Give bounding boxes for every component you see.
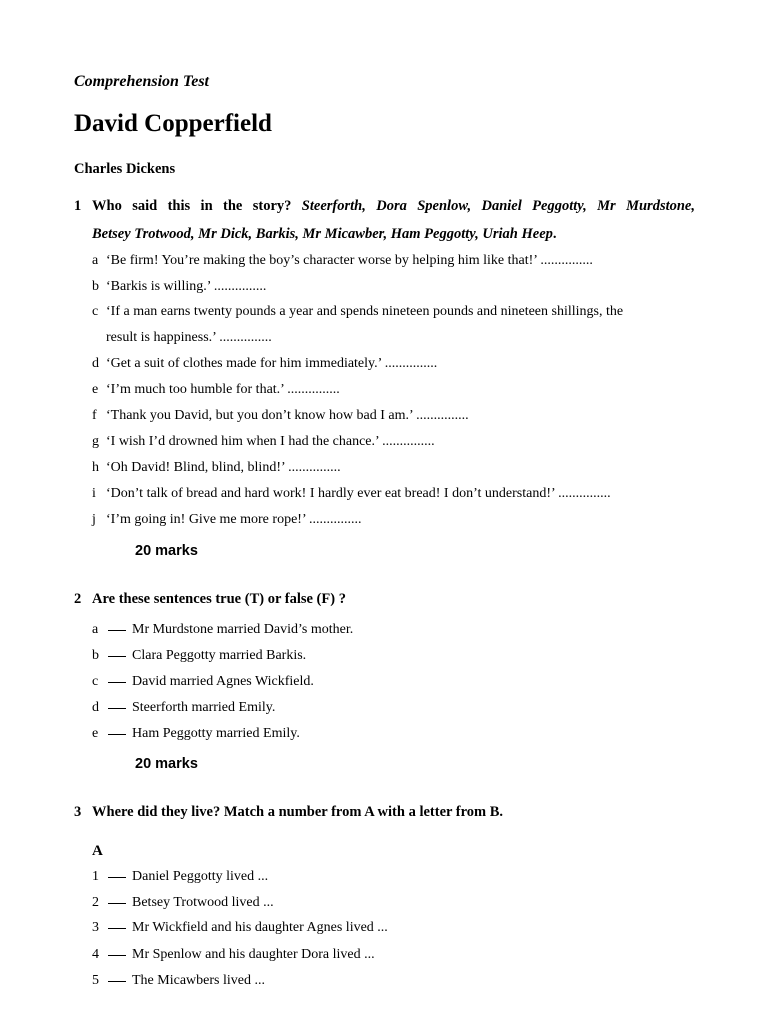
item-quote: ‘Barkis is willing.’ ............... (106, 279, 267, 294)
item-statement: Clara Peggotty married Barkis. (132, 648, 307, 663)
question-1-item-h (92, 460, 341, 476)
question-3-item-1 (92, 869, 268, 885)
item-statement: Mr Wickfield and his daughter Agnes lived ... (132, 920, 388, 935)
column-a-heading: A (92, 843, 103, 859)
question-1-item-j (92, 512, 362, 528)
question-1-item-b (92, 279, 266, 295)
question-1-item-d (92, 356, 437, 372)
document-subtitle: Comprehension Test (74, 73, 209, 90)
question-2-marks: 20 marks (135, 756, 198, 772)
item-quote: ‘Get a suit of clothes made for him immediately.’ ............... (106, 356, 438, 371)
question-1-item-g (92, 434, 435, 450)
document-author: Charles Dickens (74, 161, 176, 177)
item-quote: ‘Thank you David, but you don’t know how bad I am.’ ............... (106, 408, 469, 423)
question-2-prompt: Are these sentences true (T) or false (F) ? (92, 591, 346, 607)
question-1-marks: 20 marks (135, 543, 198, 559)
question-1-prompt-line-2 (92, 226, 557, 243)
question-1-names-line-1: Steerforth, Dora Spenlow, Daniel Peggotty, Mr Murdstone, (301, 198, 695, 214)
answer-blank (108, 928, 126, 929)
item-statement: Mr Murdstone married David’s mother. (132, 622, 354, 637)
question-3-item-3 (92, 920, 388, 936)
question-1-item-a (92, 253, 593, 269)
item-quote: ‘Be firm! You’re making the boy’s character worse by helping him like that!’ ............... (106, 253, 593, 268)
answer-blank (108, 981, 126, 982)
answer-blank (108, 734, 126, 735)
item-quote: ‘If a man earns twenty pounds a year and spends nineteen pounds and nineteen shillings, the (106, 304, 624, 319)
question-2-item-e (92, 726, 300, 742)
item-letter: c (92, 674, 99, 689)
item-statement: Mr Spenlow and his daughter Dora lived ... (132, 947, 375, 962)
item-letter: b (92, 279, 99, 294)
item-number: 5 (92, 973, 99, 988)
item-letter: d (92, 356, 99, 371)
item-quote: ‘I’m going in! Give me more rope!’ ............... (106, 512, 362, 527)
item-quote: ‘Don’t talk of bread and hard work! I hardly ever eat bread! I don’t understand!’ ............... (106, 486, 611, 501)
answer-blank (108, 682, 126, 683)
question-2-number: 2 (74, 591, 82, 607)
question-2-item-b (92, 648, 306, 664)
item-letter: d (92, 700, 99, 715)
item-quote: ‘I wish I’d drowned him when I had the chance.’ ............... (106, 434, 435, 449)
item-letter: a (92, 253, 99, 268)
answer-blank (108, 656, 126, 657)
item-letter: b (92, 648, 99, 663)
answer-blank (108, 877, 126, 878)
item-letter: f (92, 408, 97, 423)
item-statement: Betsey Trotwood lived ... (132, 895, 274, 910)
question-1-item-f (92, 408, 469, 424)
answer-blank (108, 708, 126, 709)
item-statement: David married Agnes Wickfield. (132, 674, 314, 689)
item-number: 3 (92, 920, 99, 935)
question-3-item-5 (92, 973, 265, 989)
item-letter: h (92, 460, 99, 475)
item-quote: ‘Oh David! Blind, blind, blind!’ ............... (106, 460, 341, 475)
question-3-item-4 (92, 947, 375, 963)
item-number: 1 (92, 869, 99, 884)
question-1-item-i (92, 486, 611, 502)
question-2-item-d (92, 700, 275, 716)
item-letter: j (92, 512, 96, 527)
question-1-item-c (92, 304, 623, 320)
item-statement: Daniel Peggotty lived ... (132, 869, 269, 884)
question-3-item-2 (92, 895, 274, 911)
question-1-item-c-continuation: result is happiness.’ ............... (106, 330, 272, 345)
question-2-item-a (92, 622, 353, 638)
question-1-number: 1 (74, 198, 82, 214)
question-1-item-e (92, 382, 340, 398)
item-letter: g (92, 434, 99, 449)
question-1-prompt-line-1 (92, 198, 695, 215)
answer-blank (108, 955, 126, 956)
item-statement: The Micawbers lived ... (132, 973, 265, 988)
question-1-names-end: . (552, 226, 557, 242)
item-letter: e (92, 726, 99, 741)
answer-blank (108, 630, 126, 631)
question-3-number: 3 (74, 804, 82, 820)
answer-blank (108, 903, 126, 904)
item-quote: ‘I’m much too humble for that.’ ............... (106, 382, 340, 397)
question-2-item-c (92, 674, 314, 690)
item-statement: Steerforth married Emily. (132, 700, 276, 715)
question-1-names-line-2: Betsey Trotwood, Mr Dick, Barkis, Mr Micawber, Ham Peggotty, Uriah Heep (92, 226, 553, 242)
item-statement: Ham Peggotty married Emily. (132, 726, 300, 741)
item-letter: a (92, 622, 99, 637)
document-title: David Copperfield (74, 110, 272, 137)
item-letter: e (92, 382, 99, 397)
question-1-prompt: Who said this in the story? (92, 198, 292, 214)
item-number: 4 (92, 947, 99, 962)
item-letter: c (92, 304, 99, 319)
item-number: 2 (92, 895, 99, 910)
item-letter: i (92, 486, 96, 501)
question-3-prompt: Where did they live? Match a number from A with a letter from B. (92, 804, 504, 820)
